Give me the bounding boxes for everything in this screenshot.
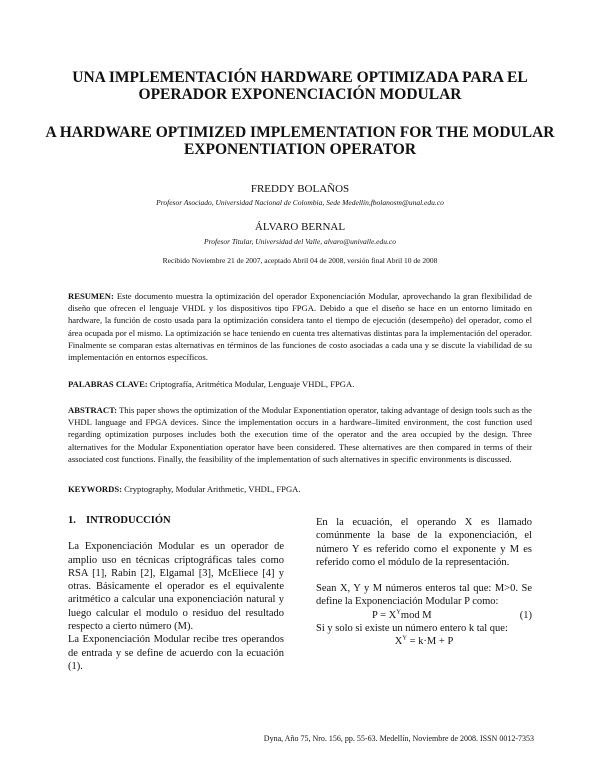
equation-1 xyxy=(316,609,532,622)
keywords-label: KEYWORDS: xyxy=(68,484,122,494)
author-2-affiliation: Profesor Titular, Universidad del Valle, alvaro@univalle.edu.co xyxy=(204,237,396,246)
title-english: A HARDWARE OPTIMIZED IMPLEMENTATION FOR THE MODULAR EXPONENTIATION OPERATOR xyxy=(45,124,555,158)
column-right xyxy=(316,516,532,649)
eq1-number: (1) xyxy=(519,609,532,621)
author-2-name: ÁLVARO BERNAL xyxy=(254,221,346,233)
resumen-label: RESUMEN: xyxy=(68,291,114,301)
palabras-clave-block xyxy=(68,378,532,390)
resumen-block xyxy=(68,290,532,363)
eq2-exponent: Y xyxy=(402,634,408,642)
intro-paragraph-1: La Exponenciación Modular es un operador de amplio uso en técnicas criptográficas tales como RSA [1], Rabin [2], Elgamal [3], McEliece [4] y otras. Básicamente el operador es el equivalente aritmético a calcular una exponenciación natural y luego calcular el modulo o residuo del resultado respecto a cierto número (M). xyxy=(68,541,284,633)
intro-paragraph-2: La Exponenciación Modular recibe tres operandos de entrada y se define de acuerdo con la ecuación (1). xyxy=(68,634,284,672)
eq1-exponent: Y xyxy=(396,608,401,616)
right-paragraph-3: Si y solo si existe un número entero k tal que: xyxy=(316,623,508,635)
page-footer: Dyna, Año 75, Nro. 156, pp. 55-63. Medellín, Noviembre de 2008. ISSN 0012-7353 xyxy=(263,734,534,743)
eq1-lhs: P = X xyxy=(372,609,397,621)
received-dates: Recibido Noviembre 21 de 2007, aceptado Abril 04 de 2008, versión final Abril 10 de 2008 xyxy=(162,256,438,265)
author-1-name: FREDDY BOLAÑOS xyxy=(250,183,350,195)
abstract-text: This paper shows the optimization of the Modular Exponentiation operator, taking advantage of design tools such as the VHDL language and FPGA devices. Since the implementation occurs in a hardware–limited environment, the cost function used regarding optimization purposes includes both the execution time of the operator and the area occupied by the design. Three alternatives for the Modular Exponentiation operator have been considered. These alternatives are then compared in terms of their associated cost functions. Finally, the feasibility of the implementation of such alternatives in specific environments is discussed. xyxy=(68,405,532,464)
keywords-block xyxy=(68,483,532,495)
section-title: INTRODUCCIÓN xyxy=(86,515,171,526)
section-number: 1. xyxy=(68,515,76,526)
keywords-text: Cryptography, Modular Arithmetic, VHDL, FPGA. xyxy=(124,484,301,494)
palabras-clave-text: Criptografía, Aritmética Modular, Lenguaje VHDL, FPGA. xyxy=(149,379,355,389)
abstract-block xyxy=(68,404,532,465)
resumen-text: Este documento muestra la optimización del operador Exponenciación Modular, aprovechando la gran flexibilidad de diseño que ofrecen el lenguaje VHDL y los dispositivos tipo FPGA. Debido a que el diseño se hace en un entorno limitado en hardware, la función de costo usada para la optimización considera tanto el tiempo de ejecución (desempeño) del operador, como el área ocupada por el mismo. La optimización se hace teniendo en cuenta tres alternativas distintas para la implementación del operador. Finalmente se comparan estas alternativas en términos de las funciones de costo asociadas a cada una y se discute la viabilidad de su implementación en entornos específicos. xyxy=(68,291,532,363)
eq2-lhs: X xyxy=(394,636,403,648)
right-paragraph-1: En la ecuación, el operando X es llamado comúnmente la base de la exponenciación, el número Y es referido como el exponente y M es referido como el módulo de la representación. xyxy=(316,517,532,568)
equation-2 xyxy=(316,635,532,648)
palabras-clave-label: PALABRAS CLAVE: xyxy=(68,379,148,389)
abstract-label: ABSTRACT: xyxy=(68,405,118,415)
column-left xyxy=(68,514,284,673)
section-heading xyxy=(68,514,284,527)
eq2-rhs: = k·M + P xyxy=(407,636,454,648)
right-paragraph-2: Sean X, Y y M números enteros tal que: M>0. Se define la Exponenciación Modular P como: xyxy=(316,583,532,608)
eq1-rhs: mod M xyxy=(400,609,432,621)
author-1-affiliation: Profesor Asociado, Universidad Nacional de Colombia, Sede Medellín,fbolanosm@unal.edu.co xyxy=(156,198,444,207)
title-spanish: UNA IMPLEMENTACIÓN HARDWARE OPTIMIZADA PARA EL OPERADOR EXPONENCIACIÓN MODULAR xyxy=(72,69,528,103)
